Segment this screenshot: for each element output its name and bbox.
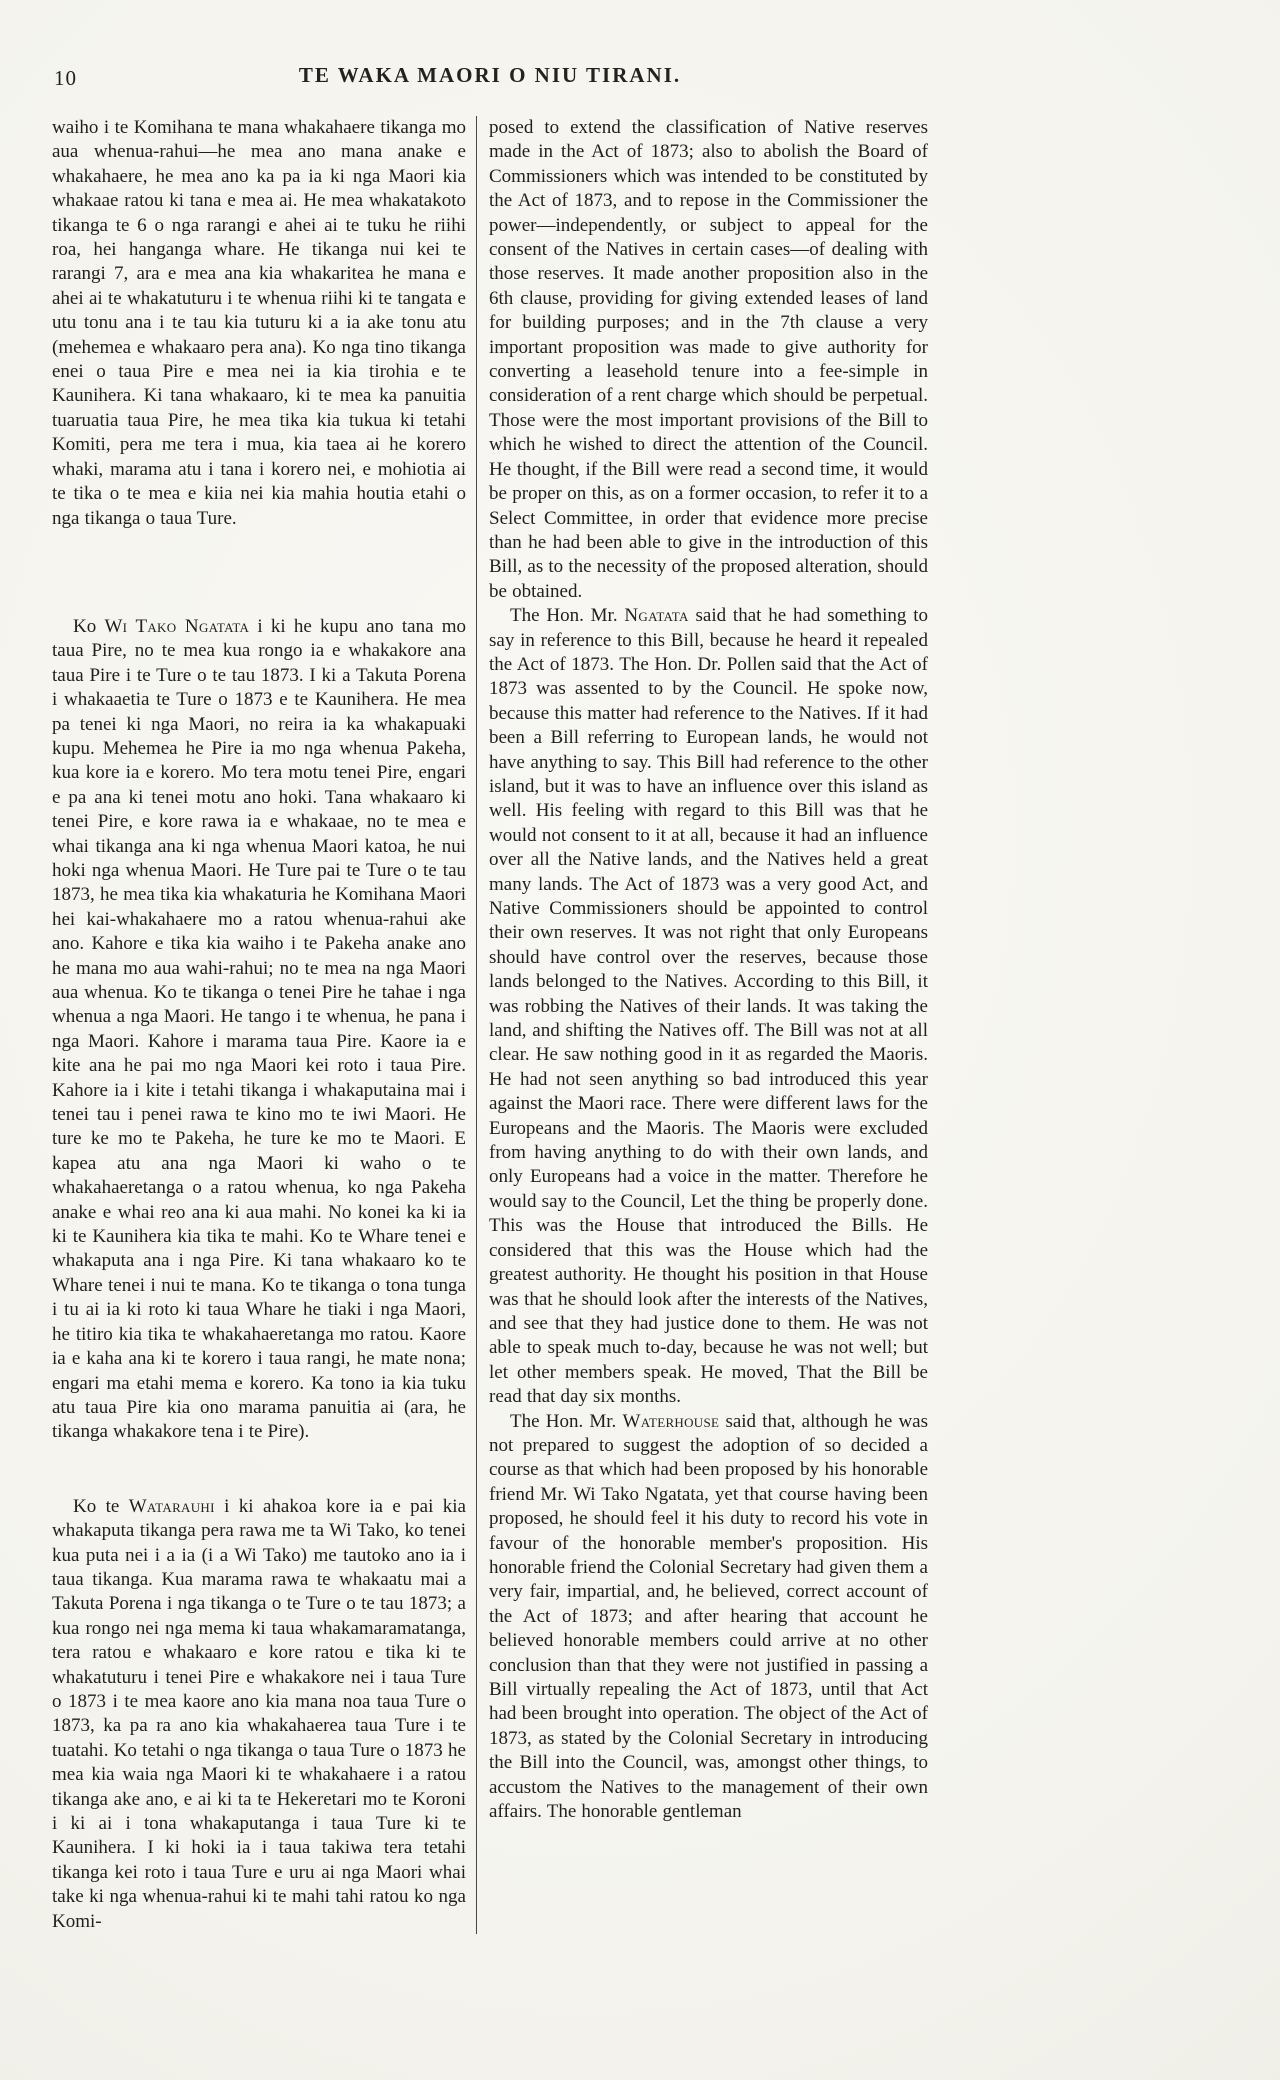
paragraph [489, 116, 928, 604]
text-run: The Hon. Mr. [510, 605, 625, 627]
person-name: Ngatata [624, 605, 689, 627]
text-run: i ki he kupu ano tana mo taua Pire, no te mea kua rongo ia e whakakore ana taua Pire i te Ture o te tau 1873. I ki a Takuta Porena i whakaaetia te Ture o 1873 e te Kaunihera. He mea pa tenei ki nga Maori, no reira ia ka whakapuaki kupu. Mehemea he Pire ia mo nga whenua Pakeha, kua kore ia e korero. Mo tera motu tenei Pire, engari e pa ana ki tenei motu ano hoki. Tana whakaaro ki tenei Pire, e kore rawa ia e whakaae, no te mea e whai tikanga ana ki nga whenua Maori katoa, he nui hoki nga whenua Maori. He Ture pai te Ture o te tau 1873, he mea tika kia whakaturia he Komihana Maori hei kai-whakahaere mo a ratou whenua-rahui ake ano. Kahore e tika kia waiho i te Pakeha anake ano he mana mo aua wahi-rahui; no te mea na nga Maori aua whenua. Ko te tikanga o tenei Pire he tahae i nga whenua a nga Maori. He tango i te whenua, he pana i nga Maori. Kahore i marama taua Pire. Kaore ia e kite ana he pai mo nga Maori kei roto i taua Pire. Kahore ia i kite i tetahi tikanga i whakaputaina mai i tenei tau i penei rawa te kino mo te iwi Maori. He ture ke mo te Pakeha, he ture ke mo te Maori. E kapea atu ana nga Maori ki waho o te whakahaeretanga o a ratou whenua, ko nga Pakeha anake e whai reo ana ki aua mahi. No konei ka ki ia ki te Kaunihera kia tika te mahi. Ko te Whare tenei e whakaputa ana i nga Pire. Ki tana whakaaro ko te Whare tenei i nui te mana. Ko te tikanga o tona tunga i tu ai ia ki roto ki taua Whare he tiaki i nga Maori, he titiro kia tika te whakahaeretanga mo ratou. Kaore ia e kaha ana ki te korero i taua rangi, he mate nona; engari ma etahi mema e korero. Ka tono ia kia tuku atu taua Pire kia ono marama panuitia ai (ara, he tikanga whakakore tena i te Pire). [52, 615, 466, 1443]
paragraph [52, 615, 466, 1445]
paragraph [52, 116, 466, 531]
newspaper-title: TE WAKA MAORI O NIU TIRANI. [298, 63, 682, 87]
left-column-maori [52, 116, 476, 1934]
two-column-body [52, 116, 928, 1934]
person-name: Wi Tako Ngatata [104, 615, 250, 637]
text-run: Ko te [73, 1495, 129, 1517]
text-run: posed to extend the classification of Native reserves made in the Act of 1873; also to abolish the Board of Commissioners which was intended to be constituted by the Act of 1873, and to repose in the Commissioner the power—independently, or subject to appeal for the consent of the Natives in certain cases—of dealing with those reserves. It made another proposition also in the 6th clause, providing for giving extended leases of land for building purposes; and in the 7th clause a very important proposition was made to give authority for converting a leasehold tenure into a fee-simple in consideration of a rent charge which should be perpetual. Those were the most important provisions of the Bill to which he wished to direct the attention of the Council. He thought, if the Bill were read a second time, it would be proper on this, as on a former occasion, to refer it to a Select Committee, in order that evidence more precise than he had been able to give in the introduction of this Bill, as to the necessity of the proposed alteration, should be obtained. [489, 117, 928, 602]
text-run: said that he had something to say in reference to this Bill, because he heard it repealed the Act of 1873. The Hon. Dr. Pollen said that the Act of 1873 was assented to by the Council. He spoke now, because this matter had reference to the Natives. If it had been a Bill referring to European lands, he would not have anything to say. This Bill had reference to the other island, but it was to have an influence over this island as well. His feeling with regard to this Bill was that he would not consent to it at all, because it had an influence over all the Native lands, and the Natives held a great many lands. The Act of 1873 was a very good Act, and Native Commissioners should be appointed to control their own reserves. It was not right that only Europeans should have control over the reserves, because those lands belonged to the Natives. According to this Bill, it was robbing the Natives of their lands. It was taking the land, and shifting the Natives off. The Bill was not at all clear. He saw nothing good in it as regarded the Maoris. He had not seen anything so bad introduced this year against the Maori race. There were different laws for the Europeans and the Maoris. The Maoris were excluded from having anything to do with their own lands, and only Europeans had a voice in the matter. Therefore he would say to the Council, Let the thing be properly done. This was the House that introduced the Bills. He considered that this was the House which had the greatest authority. He thought his position in that House was that he should look after the interests of the Natives, and see that they had justice done to them. He was not able to speak much to-day, because he was not well; but let other members speak. He moved, That the Bill be read that day six months. [489, 605, 928, 1408]
text-run: i ki ahakoa kore ia e pai kia whakaputa tikanga pera rawa me ta Wi Tako, ko tenei kua puta nei i a ia (i a Wi Tako) me tautoko ano ia i taua tikanga. Kua marama rawa te whakaatu mai a Takuta Porena i nga tikanga o te Ture o te tau 1873; a kua rongo nei nga mema ki taua whakamaramatanga, tera ratou e whakaaro e kore ratou e tika ki te whakatuturu i tenei Pire e whakakore nei i taua Ture o 1873 i te mea kaore ano kia mana noa taua Ture o 1873, ka pa ra ano kia whakahaerea taua Ture i te tuatahi. Ko tetahi o nga tikanga o taua Ture o 1873 he mea kia waia nga Maori ki te whakahaere i a ratou tikanga ake ano, e ai ki ta te Hekeretari mo te Koroni i ki ai i tona whakaputanga i taua Ture ki te Kaunihera. I ki hoki ia i taua takiwa tera tetahi tikanga kei roto i taua Ture e uru ai nga Maori whai take ki nga whenua-rahui ki te mahi tahi ratou ko nga Komi- [52, 1495, 466, 1932]
newspaper-page [52, 56, 928, 1934]
person-name: Watarauhi [128, 1495, 215, 1517]
paragraph [52, 1495, 466, 1934]
page-number: 10 [54, 66, 77, 90]
paragraph [489, 1410, 928, 1825]
text-run: waiho i te Komihana te mana whakahaere tikanga mo aua whenua-rahui—he mea ano mana anake e whakahaere, he mea ano ka pa ia ki nga Maori kia whakaae ratou ki tana e mea ai. He mea whakatakoto tikanga te 6 o nga rarangi e ahei ai te tuku he riihi roa, hei hanganga whare. He tikanga nui kei te rarangi 7, ara e mea ana kia whakaritea he mana e ahei ai te whakatuturu i te whenua riihi ki te tangata e utu tonu ana i te tau kia tuturu ki a ia ake tonu atu (mehemea e whakaaro pera ana). Ko nga tino tikanga enei o taua Pire e mea nei ia kia tirohia e te Kaunihera. Ki tana whakaaro, ki te mea ka panuitia tuaruatia taua Pire, he mea tika kia tukua ki tetahi Komiti, pera me tera i mua, kia taea ai he korero whaki, marama atu i tana i korero nei, e mohiotia ai te tika o te mea e kiia nei kia mahia houtia etahi o nga tikanga o taua Ture. [52, 117, 466, 529]
right-column-english [477, 116, 928, 1934]
text-run: The Hon. Mr. [510, 1410, 623, 1432]
masthead [52, 56, 928, 104]
person-name: Waterhouse [622, 1410, 720, 1432]
text-run: Ko [73, 615, 105, 637]
paragraph [489, 604, 928, 1409]
text-run: said that, although he was not prepared to suggest the adoption of so decided a course as that which had been proposed by his honorable friend Mr. Wi Tako Ngatata, yet that course having been proposed, he should feel it his duty to record his vote in favour of the honorable member's proposition. His honorable friend the Colonial Secretary had given them a very fair, impartial, and, he believed, correct account of the Act of 1873; and after hearing that account he believed honorable members could arrive at no other conclusion than that they were not justified in passing a Bill virtually repealing the Act of 1873, until that Act had been brought into operation. The object of the Act of 1873, as stated by the Colonial Secretary in introducing the Bill into the Council, was, amongst other things, to accustom the Natives to the management of their own affairs. The honorable gentleman [489, 1410, 928, 1823]
